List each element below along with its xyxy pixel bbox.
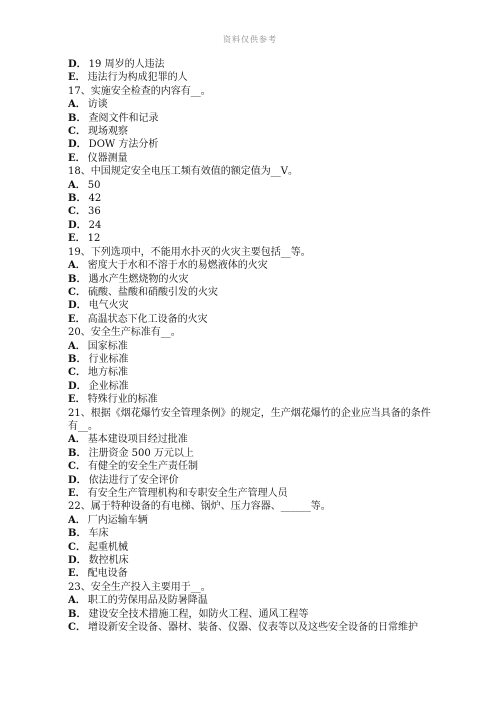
option-text: 国家标准 — [87, 340, 128, 352]
option-key: E． — [68, 568, 86, 580]
option-key: D． — [68, 300, 87, 312]
question-text: 20、安全生产标准有__。 — [68, 327, 181, 339]
option-key: C． — [68, 367, 86, 379]
option-text: 车床 — [88, 528, 109, 540]
option-key: E． — [68, 394, 86, 406]
option-text: 36 — [87, 206, 101, 218]
option-item — [68, 353, 440, 366]
option-item — [68, 474, 440, 487]
option-key: A． — [68, 99, 86, 111]
option-item — [68, 259, 440, 272]
option-item — [68, 273, 440, 286]
option-item — [68, 125, 440, 138]
option-text: 查阅文件和记录 — [88, 112, 159, 124]
option-key: D． — [68, 219, 87, 231]
option-item — [68, 554, 440, 567]
option-item — [68, 460, 440, 473]
option-key: C． — [68, 286, 86, 298]
option-text: 现场观察 — [87, 126, 128, 138]
option-text: 硫酸、盐酸和硝酸引发的火灾 — [87, 286, 218, 298]
option-text: 违法行为构成犯罪的人 — [87, 72, 188, 84]
question-text: 17、实施安全检查的内容有__。 — [68, 85, 211, 97]
option-key: A． — [68, 179, 86, 191]
option-text: 仪器测量 — [87, 152, 128, 164]
option-item — [68, 433, 440, 446]
option-key: A． — [68, 260, 86, 272]
option-key: A． — [68, 434, 86, 446]
option-item — [68, 152, 440, 165]
option-item — [68, 58, 440, 71]
option-item — [68, 112, 440, 125]
option-text: 配电设备 — [87, 568, 128, 580]
page-header: 资料仅供参考 — [223, 35, 277, 44]
option-item — [68, 98, 440, 111]
option-text: 厂内运输车辆 — [87, 514, 148, 526]
question-text: 23、安全生产投入主要用于__。 — [68, 581, 211, 593]
option-key: E． — [68, 313, 86, 325]
option-text: 特殊行业的标准 — [87, 394, 158, 406]
option-key: C． — [68, 541, 86, 553]
option-item — [68, 179, 440, 192]
option-text: 遇水产生燃烧物的火灾 — [88, 273, 189, 285]
option-text: DOW 方法分析 — [88, 139, 159, 151]
option-key: E． — [68, 488, 86, 499]
option-key: A． — [68, 514, 86, 526]
option-item — [68, 71, 440, 84]
option-text: 建设安全技术措施工程，如防火工程、通风工程等 — [88, 608, 309, 620]
option-text: 数控机床 — [88, 555, 129, 567]
option-key: D． — [68, 474, 87, 486]
option-text: 高温状态下化工设备的火灾 — [87, 313, 208, 325]
option-key: A． — [68, 595, 86, 607]
option-item — [68, 192, 440, 205]
option-key: C． — [68, 461, 86, 473]
option-key: B． — [68, 273, 87, 285]
option-item — [68, 594, 440, 607]
option-text: 密度大于水和不溶于水的易燃液体的火灾 — [87, 260, 268, 272]
option-key: B． — [68, 193, 87, 205]
option-item — [68, 487, 440, 500]
option-text: 12 — [87, 233, 101, 245]
option-key: B． — [68, 112, 87, 124]
option-item — [68, 205, 440, 218]
option-text: 访谈 — [87, 99, 108, 111]
option-key: C． — [68, 126, 86, 138]
option-key: C． — [68, 206, 86, 218]
option-key: D． — [68, 380, 87, 392]
option-text: 起重机械 — [87, 541, 128, 553]
option-item — [68, 621, 440, 634]
question-text: 21、根据《烟花爆竹安全管理条例》的规定，生产烟花爆竹的企业应当具备的条件有__。 — [68, 407, 431, 432]
option-key: B． — [68, 608, 87, 620]
option-text: 有健全的安全生产责任制 — [87, 461, 198, 473]
option-text: 电气火灾 — [88, 300, 129, 312]
document-body — [68, 58, 440, 634]
question-text: 18、中国规定安全电压工频有效值的额定值为__V。 — [68, 166, 298, 178]
option-text: 注册资金 500 万元以上 — [88, 447, 194, 459]
option-text: 50 — [87, 179, 101, 191]
option-text: 职工的劳保用品及防暑降温 — [87, 595, 208, 607]
option-item — [68, 340, 440, 353]
option-key: B． — [68, 528, 87, 540]
option-item — [68, 219, 440, 232]
option-key: B． — [68, 447, 87, 459]
option-item — [68, 313, 440, 326]
option-item — [68, 299, 440, 312]
option-item — [68, 232, 440, 245]
option-key: E． — [68, 233, 86, 245]
option-key: B． — [68, 353, 87, 365]
option-text: 依法进行了安全评价 — [88, 474, 179, 486]
option-item — [68, 393, 440, 406]
option-item — [68, 366, 440, 379]
option-item — [68, 138, 440, 151]
option-key: D． — [68, 59, 87, 70]
option-item — [68, 541, 440, 554]
option-item — [68, 527, 440, 540]
option-key: C． — [68, 622, 86, 634]
option-text: 增设新安全设备、器材、装备、仪器、仪表等以及这些安全设备的日常维护 — [87, 622, 418, 634]
option-text: 基本建设项目经过批准 — [87, 434, 188, 446]
question-text: 22、属于特种设备的有电梯、锅炉、压力容器、______等。 — [68, 501, 331, 513]
option-text: 24 — [88, 219, 102, 231]
option-text: 19 周岁的人违法 — [88, 59, 165, 70]
option-item — [68, 514, 440, 527]
question-text: 19、下列选项中，不能用水扑灭的火灾主要包括__等。 — [68, 246, 311, 258]
option-item — [68, 567, 440, 580]
option-key: D． — [68, 139, 87, 151]
option-item — [68, 380, 440, 393]
option-key: E． — [68, 72, 86, 84]
option-item — [68, 608, 440, 621]
option-item — [68, 447, 440, 460]
option-key: D． — [68, 555, 87, 567]
option-key: A． — [68, 340, 86, 352]
option-text: 42 — [88, 193, 102, 205]
option-text: 企业标准 — [88, 380, 129, 392]
option-text: 行业标准 — [88, 353, 129, 365]
option-item — [68, 286, 440, 299]
option-key: E． — [68, 152, 86, 164]
option-text: 有安全生产管理机构和专职安全生产管理人员 — [87, 488, 288, 499]
option-text: 地方标准 — [87, 367, 128, 379]
